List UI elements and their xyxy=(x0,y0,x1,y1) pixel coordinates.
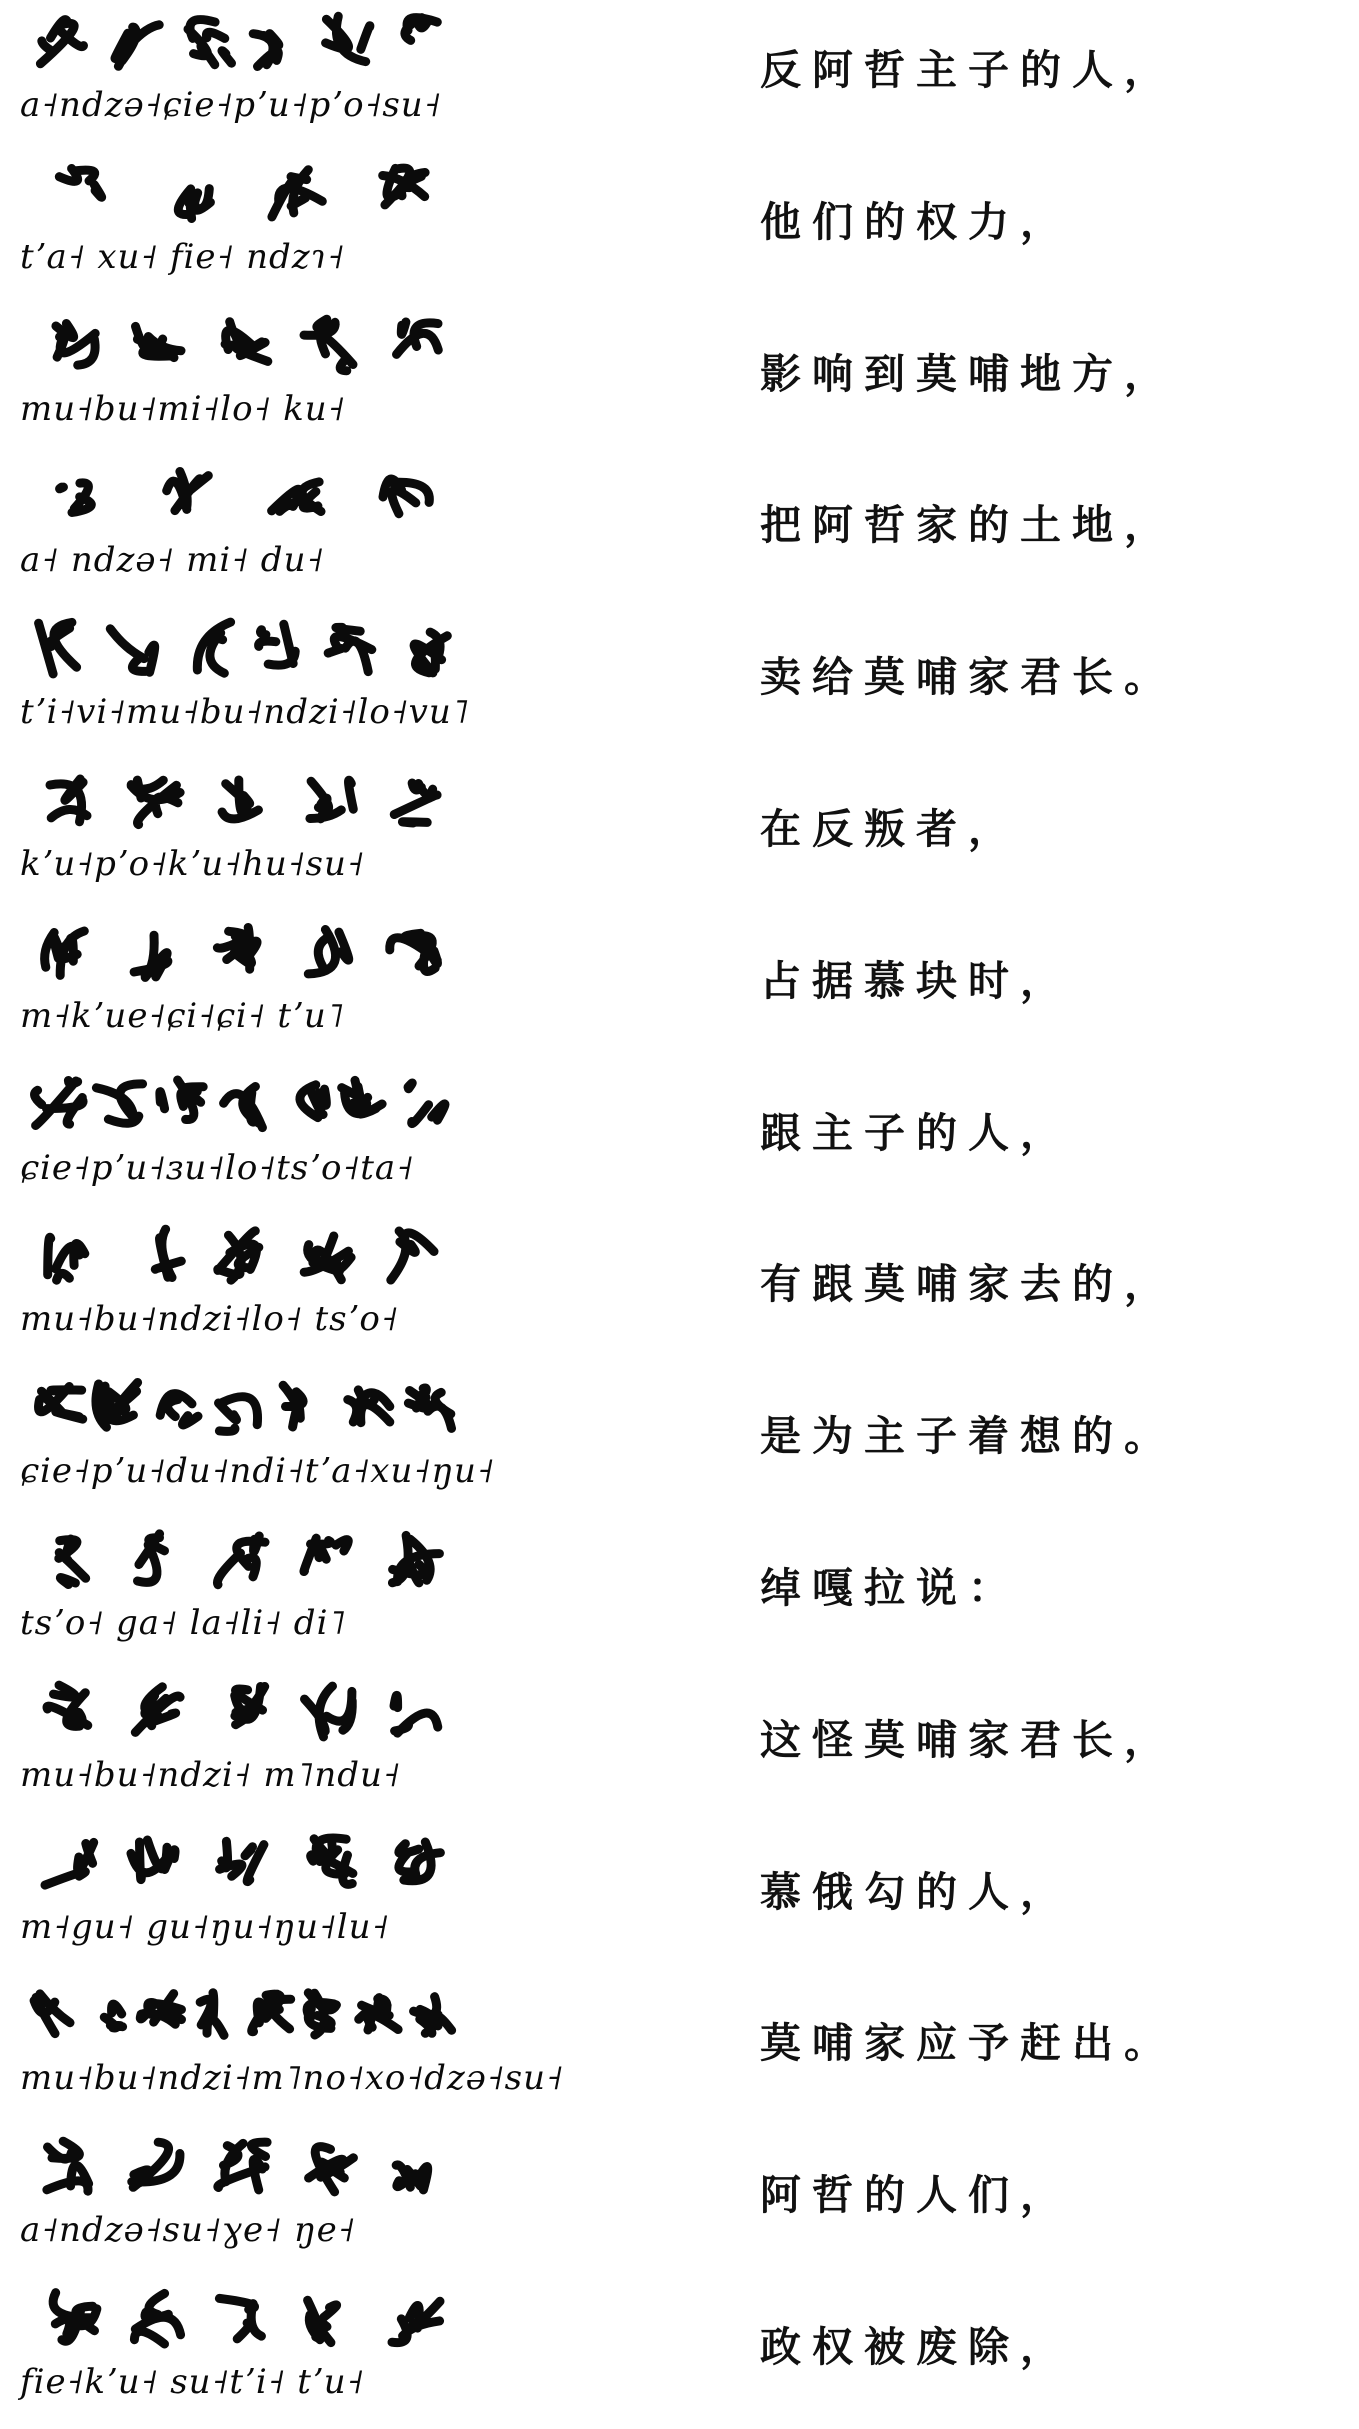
text-line xyxy=(0,1822,1359,1972)
yi-glyph xyxy=(253,34,279,67)
text-line xyxy=(0,455,1359,605)
text-line xyxy=(0,1366,1359,1516)
yi-glyph xyxy=(348,1390,390,1423)
chinese-translation: 影响到莫哺地方， xyxy=(760,349,1176,398)
yi-script-block xyxy=(20,8,460,140)
yi-glyph xyxy=(259,624,296,665)
yi-glyphs-image xyxy=(20,2133,460,2199)
chinese-translation: 有跟莫哺家去的， xyxy=(760,1260,1176,1309)
yi-script-block xyxy=(20,160,460,292)
romanization-text: a˧ndzə˧ɕie˧pʼu˧pʼo˧su˧ xyxy=(20,85,442,125)
yi-glyph xyxy=(178,188,210,218)
text-line xyxy=(0,1518,1359,1668)
yi-glyph xyxy=(218,1231,259,1280)
yi-glyph xyxy=(167,472,209,511)
yi-glyph xyxy=(134,2293,180,2344)
romanization-text: mu˧bu˧ndzi˧m˥no˧xo˧dzə˧su˧ xyxy=(20,2058,564,2099)
yi-glyph xyxy=(217,1536,265,1585)
yi-glyph xyxy=(110,629,154,673)
yi-glyph xyxy=(45,1842,94,1885)
yi-glyph xyxy=(304,1538,348,1571)
yi-glyphs-image xyxy=(20,1981,460,2047)
yi-glyph xyxy=(47,2141,89,2191)
yi-glyphs-image xyxy=(20,767,460,833)
yi-glyph xyxy=(408,1083,445,1124)
yi-glyph xyxy=(383,168,425,205)
yi-glyph xyxy=(219,2298,261,2339)
romanization-text: m˧gu˧ gu˧ŋu˧ŋu˧lu˧ xyxy=(20,1906,390,1947)
yi-glyph xyxy=(131,1840,175,1880)
romanization-text: a˧ ndzə˧ mi˧ du˧ xyxy=(20,540,325,581)
chinese-translation: 是为主子着想的。 xyxy=(760,1412,1176,1461)
yi-glyph xyxy=(188,20,232,65)
chinese-translation: 绰嘎拉说： xyxy=(760,1564,1020,1612)
yi-glyphs-image xyxy=(20,615,460,681)
yi-glyph xyxy=(35,1080,83,1125)
romanization-text: kʼu˧pʼo˧kʼu˧hu˧su˧ xyxy=(20,844,365,884)
yi-glyphs-image xyxy=(20,1830,460,1896)
yi-script-block xyxy=(20,1678,460,1810)
yi-glyph xyxy=(56,323,95,365)
yi-script-block xyxy=(20,1830,460,1962)
text-line xyxy=(0,759,1359,909)
text-line xyxy=(0,304,1359,454)
yi-glyph xyxy=(222,780,258,819)
yi-script-block xyxy=(20,767,460,899)
romanization-text: tʼi˧vi˧mu˧bu˧ndzi˧lo˧vu˥ xyxy=(20,692,470,733)
text-line xyxy=(0,1214,1359,1364)
romanization-text: mu˧bu˧ndzi˧lo˧ tsʼo˧ xyxy=(20,1299,399,1340)
romanization-text: ɕie˧pʼu˧du˧ndi˧tʼa˧xu˧ŋu˧ xyxy=(20,1451,495,1492)
yi-glyph xyxy=(272,482,321,512)
yi-glyph xyxy=(96,1083,142,1122)
yi-glyph xyxy=(225,321,268,361)
romanization-text: ɕie˧pʼu˧ɜu˧lo˧tsʼo˧ta˧ xyxy=(20,1147,414,1188)
yi-glyphs-image xyxy=(20,312,460,378)
yi-glyph xyxy=(328,628,372,672)
yi-glyph xyxy=(59,168,101,197)
yi-glyph xyxy=(414,632,447,673)
yi-glyph xyxy=(394,783,437,823)
text-line xyxy=(0,0,1359,150)
yi-glyph xyxy=(131,780,180,825)
yi-glyph xyxy=(50,779,87,822)
text-line xyxy=(0,911,1359,1061)
yi-script-block xyxy=(20,1526,460,1658)
yi-script-block xyxy=(20,1071,460,1203)
yi-glyph xyxy=(104,2004,122,2028)
yi-glyphs-image xyxy=(20,2285,460,2351)
yi-glyph xyxy=(218,2142,267,2190)
yi-glyph xyxy=(235,1686,265,1724)
yi-glyph xyxy=(405,18,437,41)
yi-glyph xyxy=(134,935,168,977)
yi-glyph xyxy=(219,1397,258,1432)
chinese-translation: 慕俄勾的人， xyxy=(760,1867,1072,1916)
yi-glyph xyxy=(359,1998,398,2030)
yi-glyphs-image xyxy=(20,1222,460,1288)
yi-glyph xyxy=(308,2300,337,2342)
yi-glyph xyxy=(53,2293,97,2342)
yi-glyph xyxy=(160,1394,198,1425)
yi-glyph xyxy=(399,1842,441,1881)
yi-glyphs-image xyxy=(20,8,460,74)
yi-glyph xyxy=(305,1686,353,1737)
romanization-text: mu˧bu˧ndzi˧ m˥ndu˧ xyxy=(20,1754,401,1795)
chinese-translation: 他们的权力， xyxy=(760,197,1072,246)
yi-glyph xyxy=(132,2142,180,2187)
yi-glyph xyxy=(309,2147,354,2192)
yi-script-block xyxy=(20,463,460,595)
yi-glyph xyxy=(200,1993,224,2036)
yi-glyph xyxy=(307,1993,336,2035)
romanization-text: fie˧kʼu˧ su˧tʼi˧ tʼu˧ xyxy=(20,2362,365,2402)
romanization-text: tsʼo˧ ga˧ la˧li˧ di˥ xyxy=(20,1603,347,1643)
yi-glyph xyxy=(342,1080,382,1114)
yi-glyph xyxy=(310,780,353,819)
yi-glyphs-image xyxy=(20,463,460,529)
chinese-translation: 在反叛者， xyxy=(760,805,1020,853)
yi-glyph xyxy=(326,16,370,61)
yi-glyph xyxy=(397,322,439,354)
yi-glyph xyxy=(140,1994,181,2025)
yi-glyph xyxy=(217,927,257,969)
yi-script-block xyxy=(20,1374,495,1506)
yi-script-block xyxy=(20,919,460,1051)
yi-script-block xyxy=(20,1981,564,2113)
yi-glyph xyxy=(390,933,438,971)
yi-script-block xyxy=(20,2285,460,2417)
chinese-translation: 阿哲的人们， xyxy=(760,2171,1072,2220)
romanization-text: m˧kʼue˧ɕi˧ɕi˧ tʼu˥ xyxy=(20,995,345,1036)
chinese-translation: 卖给莫哺家君长。 xyxy=(760,653,1176,702)
yi-glyph xyxy=(60,483,92,513)
yi-script-block xyxy=(20,2133,460,2265)
yi-glyph xyxy=(252,1994,291,2032)
yi-glyph xyxy=(115,25,159,67)
chinese-translation: 这怪莫哺家君长， xyxy=(760,1715,1176,1764)
yi-glyph xyxy=(272,169,322,216)
text-line xyxy=(0,2125,1359,2275)
yi-glyph xyxy=(34,1994,70,2034)
yi-glyphs-image xyxy=(20,1374,460,1440)
text-line xyxy=(0,1973,1359,2123)
yi-glyph xyxy=(160,1080,203,1120)
yi-glyphs-image xyxy=(20,1071,460,1137)
text-line xyxy=(0,2277,1359,2427)
yi-glyphs-image xyxy=(20,919,460,985)
yi-glyph xyxy=(39,623,77,675)
chinese-translation: 把阿哲家的土地， xyxy=(760,501,1176,550)
yi-glyph xyxy=(136,326,182,357)
yi-glyph xyxy=(392,2301,440,2342)
yi-glyph xyxy=(311,1838,353,1884)
yi-glyph xyxy=(220,1841,264,1881)
yi-glyph xyxy=(408,1388,451,1428)
yi-script-block xyxy=(20,1222,460,1354)
chinese-translation: 占据慕块时， xyxy=(760,956,1072,1005)
yi-script-block xyxy=(20,615,470,747)
yi-glyph xyxy=(40,20,83,64)
text-line xyxy=(0,607,1359,757)
chinese-translation: 跟主子的人， xyxy=(760,1108,1072,1157)
yi-glyph xyxy=(224,1086,263,1127)
text-line xyxy=(0,1670,1359,1820)
yi-glyphs-image xyxy=(20,1678,460,1744)
yi-glyph xyxy=(304,1236,351,1280)
yi-glyph xyxy=(396,2165,428,2190)
yi-glyph xyxy=(197,622,230,673)
yi-glyph xyxy=(304,319,353,371)
yi-glyph xyxy=(135,1687,180,1733)
text-line xyxy=(0,152,1359,302)
yi-glyph xyxy=(45,931,85,975)
yi-glyphs-image xyxy=(20,160,460,226)
yi-glyph xyxy=(138,1534,165,1583)
yi-glyph xyxy=(59,1539,86,1585)
yi-glyph xyxy=(47,1685,88,1726)
yi-glyph xyxy=(96,1383,138,1428)
yi-glyph xyxy=(391,1231,434,1280)
yi-glyph xyxy=(39,1387,83,1420)
yi-glyphs-image xyxy=(20,1526,460,1592)
yi-glyph xyxy=(300,1084,326,1117)
yi-glyph xyxy=(155,1230,181,1278)
yi-script-block xyxy=(20,312,460,444)
chinese-translation: 反阿哲主子的人， xyxy=(760,46,1176,94)
romanization-text: a˧ndzə˧su˧ɣe˧ ŋe˧ xyxy=(20,2210,356,2251)
yi-glyph xyxy=(394,1695,438,1733)
yi-glyph xyxy=(383,479,429,514)
yi-glyph xyxy=(283,1385,303,1427)
romanization-text: mu˧bu˧mi˧lo˧ ku˧ xyxy=(20,388,346,429)
chinese-translation: 政权被废除， xyxy=(760,2323,1072,2371)
text-line xyxy=(0,1063,1359,1213)
romanization-text: tʼa˧ xu˧ fie˧ ndzɿ˧ xyxy=(20,236,345,277)
yi-glyph xyxy=(414,1997,452,2034)
yi-glyph xyxy=(308,929,348,973)
yi-glyph xyxy=(48,1238,85,1281)
chinese-translation: 莫哺家应予赶出。 xyxy=(760,2019,1176,2068)
yi-glyph xyxy=(392,1535,439,1583)
